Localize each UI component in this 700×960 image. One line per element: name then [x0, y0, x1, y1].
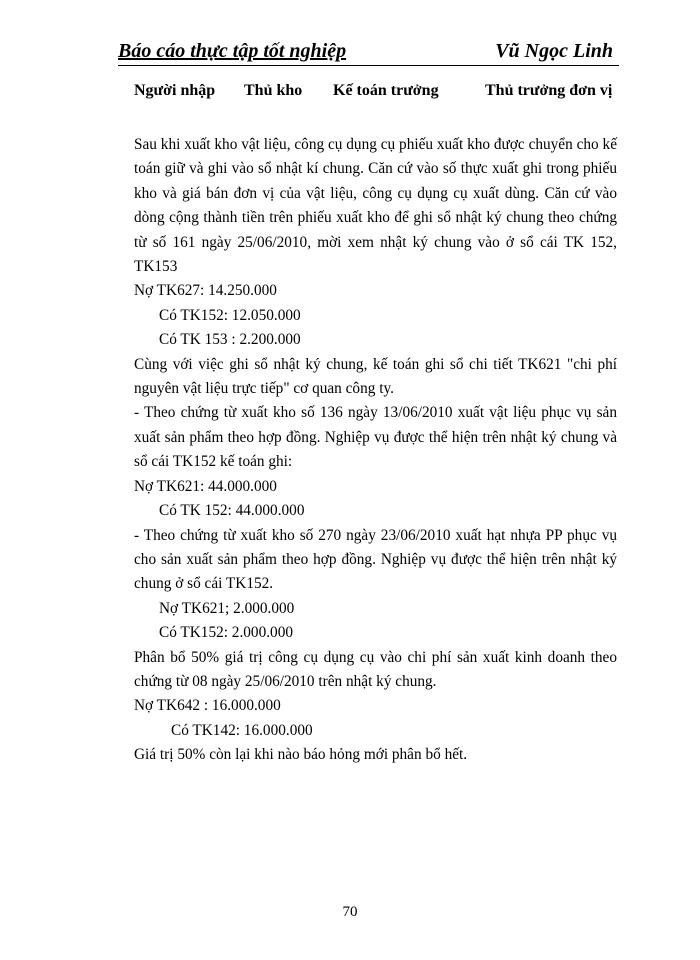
author-name: Vũ Ngọc Linh — [495, 40, 613, 62]
paragraph: Sau khi xuất kho vật liệu, công cụ dụng cụ phiếu xuất kho được chuyển cho kế toán giữ và ghi vào sổ nhật kí chung. Căn cứ vào số thực xuất ghi trong phiếu kho và giá bán đơn vị của vật liệu, công cụ dụng cụ xuất dùng. Căn cứ vào dòng cộng thành tiền trên phiếu xuất kho để ghi sổ nhật ký chung theo chứng từ số 161 ngày 25/06/2010, mời xem nhật ký chung vào ở sổ cái TK 152, TK153 — [134, 136, 617, 276]
paragraph: - Theo chứng từ xuất kho số 136 ngày 13/06/2010 xuất vật liệu phục vụ sản xuất sản phẩm theo hợp đồng. Nghiệp vụ được thể hiện trên nhật ký chung và sổ cái TK152 kế toán ghi: — [134, 404, 617, 471]
signature-ke-toan-truong: Kế toán trưởng — [333, 82, 439, 99]
body-text — [134, 133, 617, 768]
paragraph: Phân bổ 50% giá trị công cụ dụng cụ vào chi phí sản xuất kinh doanh theo chứng từ 08 ngày 25/06/2010 trên nhật ký chung. — [134, 648, 617, 690]
journal-credit-line: Có TK 152: 44.000.000 — [159, 502, 305, 520]
paragraph: Giá trị 50% còn lại khi nào báo hỏng mới phân bổ hết. — [134, 746, 468, 764]
signature-thu-kho: Thủ kho — [244, 82, 303, 99]
journal-debit-line: Nợ TK642 : 16.000.000 — [134, 697, 281, 715]
report-title: Báo cáo thực tập tốt nghiệp — [118, 40, 347, 62]
journal-credit-line: Có TK152: 12.050.000 — [159, 306, 301, 324]
page-header — [118, 40, 619, 66]
journal-credit-line: Có TK142: 16.000.000 — [171, 721, 313, 739]
journal-credit-line: Có TK 153 : 2.200.000 — [159, 331, 301, 349]
page-number: 70 — [342, 904, 358, 920]
journal-debit-line: Nợ TK621: 44.000.000 — [134, 477, 277, 495]
paragraph: Cùng với việc ghi sổ nhật ký chung, kế toán ghi sổ chi tiết TK621 "chi phí nguyên vật liệu trực tiếp" cơ quan công ty. — [134, 355, 617, 398]
journal-debit-line: Nợ TK627: 14.250.000 — [134, 282, 277, 300]
journal-credit-line: Có TK152: 2.000.000 — [159, 624, 293, 642]
signature-nguoi-nhap: Người nhập — [134, 82, 216, 99]
signature-row — [0, 82, 700, 104]
signature-thu-truong: Thủ trưởng đơn vị — [485, 82, 613, 99]
journal-debit-line: Nợ TK621; 2.000.000 — [159, 599, 295, 617]
paragraph: - Theo chứng từ xuất kho số 270 ngày 23/06/2010 xuất hạt nhựa PP phục vụ cho sản xuất sản phẩm theo hợp đồng. Nghiệp vụ được thể hiện trên nhật ký chung ở sổ cái TK152. — [134, 526, 617, 593]
